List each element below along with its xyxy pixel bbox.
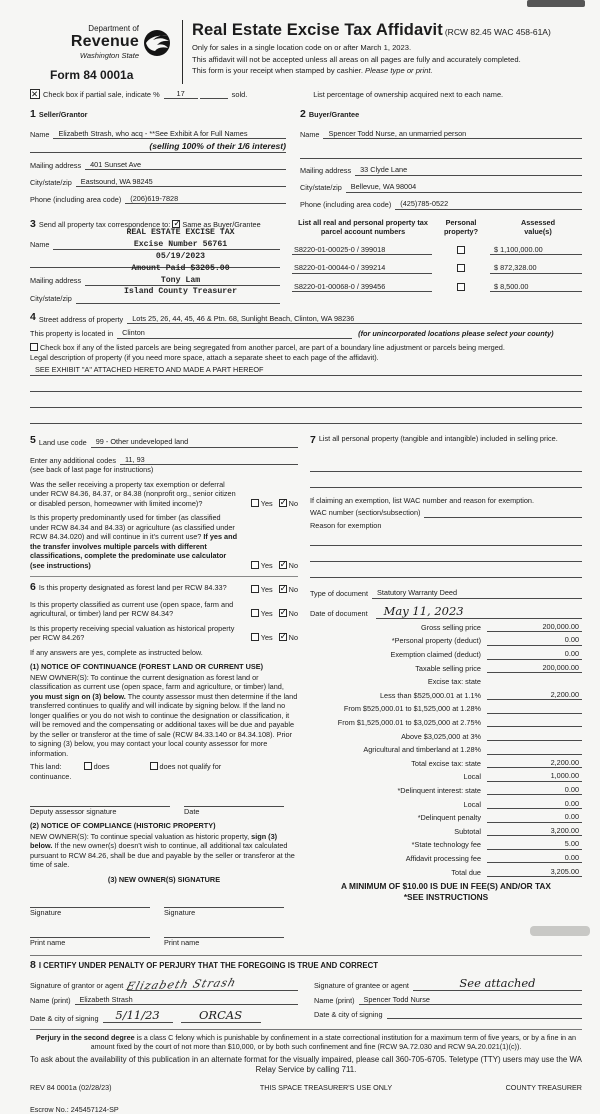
owner-signature-line[interactable] [30, 898, 150, 908]
blank-line[interactable] [200, 98, 228, 99]
escrow-number: Escrow No.: 245457124-SP [30, 1104, 119, 1114]
blank-line[interactable] [30, 376, 582, 392]
additional-codes-field[interactable]: 11, 93 [120, 455, 298, 465]
street-address-field[interactable]: Lots 25, 26, 44, 45, 46 & Ptn. 68, Sunlight Beach, Clinton, WA 98236 [127, 314, 582, 324]
tax-value[interactable] [487, 726, 582, 727]
same-as-buyer-label: Same as Buyer/Grantee [182, 219, 261, 229]
form-number: Form 84 0001a [50, 68, 134, 83]
parcel-table [292, 218, 582, 304]
scan-artifact [527, 0, 585, 7]
personal-property-checkbox[interactable] [457, 264, 465, 272]
grantor-signature-line[interactable]: Elizabeth Strash [127, 978, 298, 991]
located-in-field[interactable]: Clinton [117, 328, 352, 338]
washington-state-text: Washington State [79, 51, 139, 61]
owner-signature-line[interactable] [164, 898, 284, 908]
document-date-field[interactable]: May 11, 2023 [376, 606, 582, 619]
deputy-signature-label: Deputy assessor signature [30, 807, 117, 816]
tax-value[interactable]: 3,205.00 [487, 867, 582, 877]
instructions-note: If any answers are yes, complete as instructed below. [30, 647, 203, 657]
yes-checkbox[interactable] [251, 499, 259, 507]
exemption-question: Was the seller receiving a property tax exemption or deferral under RCW 84.36, 84.37, or 84.38 (nonprofit org., senior citizen or disabled person, homeowner with limited income)? [30, 479, 236, 508]
yes-checkbox[interactable] [251, 585, 259, 593]
compliance-body: NEW OWNER(S): To continue special valuation as historic property, sign (3) below. If the new owner(s) doesn't wish to continue, all additional tax calculated pursuant to RCW 84.26, shall be due and payable by the seller or transferor at the time of sale. [30, 831, 295, 870]
section-personal-property: 7 List all personal property (tangible and intangible) included in selling price. If claiming an exemption, list WAC number and reason for exemption. WAC number (section/subsection) Reason for exemption [310, 434, 582, 578]
continuance-title: (1) NOTICE OF CONTINUANCE (FOREST LAND OR CURRENT USE) [30, 662, 264, 672]
header-note-2: This affidavit will not be accepted unless all areas on all pages are fully and accurately completed. [192, 54, 521, 64]
ownership-note: List percentage of ownership acquired next to each name. [313, 89, 504, 99]
tax-value[interactable] [487, 713, 582, 714]
partial-sale-percent-field[interactable]: 17 [164, 89, 198, 100]
tax-value[interactable]: 2,200.00 [487, 758, 582, 768]
assessed-value[interactable]: $ 8,500.00 [490, 282, 582, 292]
blank-line[interactable] [300, 151, 582, 159]
rcw-reference: (RCW 82.45 WAC 458-61A) [444, 27, 551, 37]
owner-print-line[interactable] [164, 928, 284, 938]
revenue-wordmark: Revenue [70, 33, 139, 51]
alternate-format-note: To ask about the availability of this publication in an alternate format for the visually impaired, please call 360-705-6705. Teletype (TTY) users may use the WA Relay Service by calling 711. [30, 1054, 582, 1074]
buyer-heading: Buyer/Grantee [308, 110, 360, 120]
seller-phone-field[interactable]: (206)619-7828 [125, 194, 286, 204]
tax-value[interactable]: 0.00 [487, 785, 582, 795]
seller-city-field[interactable]: Eastsound, WA 98245 [76, 177, 286, 187]
tax-value[interactable]: 2,200.00 [487, 690, 582, 700]
blank-line[interactable] [30, 392, 582, 408]
tax-value[interactable] [487, 754, 582, 755]
blank-line[interactable] [310, 562, 582, 578]
minimum-due-note: A MINIMUM OF $10.00 IS DUE IN FEE(S) AND/OR TAX [341, 881, 551, 892]
new-owner-signature-title: (3) NEW OWNER(S) SIGNATURE [107, 874, 221, 884]
segregated-label: Check box if any of the listed parcels are being segregated from another parcel, are part of a boundary line adjustment or parcels being merged. [40, 342, 505, 352]
treasurer-use-label: THIS SPACE TREASURER'S USE ONLY [259, 1083, 393, 1093]
tax-value[interactable]: 1,000.00 [487, 771, 582, 781]
see-instructions-note: *SEE INSTRUCTIONS [403, 891, 489, 902]
continuance-body: NEW OWNER(S): To continue the current designation as forest land or classification as current use (open space, farm and agriculture, or timber) land, you must sign on (3) below. The county assessor must then determine if the land transferred continues to qualify and will indicate by signing below. If the land no longer qualifies or you do not wish to continue the designation or classification, it will be removed and the compensating or additional taxes will be due and payable by the seller or transferor at the time of sale (RCW 84.33.140 or 84.34.108). Prior to signing (3) below, you may contact your local county assessor for more information. [30, 672, 298, 758]
partial-sale-row [30, 89, 582, 100]
date-line[interactable] [184, 797, 284, 807]
tax-value[interactable]: 200,000.00 [487, 622, 582, 632]
partial-sale-checkbox[interactable] [30, 89, 40, 99]
section-land-use: 5 Land use code 99 - Other undeveloped land Enter any additional codes 11, 93 (see back of last page for instructions) Was the seller receiving a property tax exemption or deferral under RCW 84.36, 84.37, or 84.38 (nonprofit org., senior citizen or disabled person, homeowner with limited income)? Yes ✓ No Is this property predominantly used for timber (as classified under RCW 84.34 and 84.33) or agriculture (as classified under RCW 84.34.020) and will continue in it's current use? If yes and the transfer involves multiple parcels with different classifications, complete the predominate use calculator (see instructions) Yes ✓ No [30, 434, 298, 570]
wac-number-field[interactable] [424, 517, 582, 518]
grantee-signature-line[interactable]: See attached [413, 978, 582, 991]
blank-line[interactable] [310, 456, 582, 472]
historical-question: Is this property receiving special valuation as historical property per RCW 84.26? [30, 623, 235, 643]
compliance-title: (2) NOTICE OF COMPLIANCE (HISTORIC PROPERTY) [30, 821, 216, 831]
certify-statement: I CERTIFY UNDER PENALTY OF PERJURY THAT THE FOREGOING IS TRUE AND CORRECT [38, 961, 379, 971]
section-buyer: 2 Buyer/Grantee Name Spencer Todd Nurse, an unmarried person Mailing address 33 Clyde Lane City/state/zip Bellevue, WA 98004 Phone (including area code) (425)785-0522 [300, 108, 582, 210]
county-note: (for unincorporated locations please select your county) [358, 329, 554, 339]
sold-label: sold. [231, 89, 248, 99]
correspondence-city-field[interactable] [76, 303, 280, 304]
tax-value[interactable]: 3,200.00 [487, 826, 582, 836]
parcel-number[interactable]: S8220-01-00068-0 / 399456 [292, 282, 432, 292]
blank-line[interactable] [310, 472, 582, 488]
tax-value[interactable]: 0.00 [487, 649, 582, 659]
parcel-number[interactable]: S8220-01-00044-0 / 399214 [292, 263, 432, 273]
tax-value[interactable] [487, 740, 582, 741]
table-row [292, 237, 582, 256]
perjury-notice: Perjury in the second degree is a class C felony which is punishable by confinement in a state correctional institution for a maximum term of five years, or by a fine in an amount fixed by the court of not more than $10,000, or by both such confinement and fine (RCW 9A.72.030 and RCW 9A.20.021(1)(c)). [35, 1032, 577, 1052]
wac-intro: If claiming an exemption, list WAC number and reason for exemption. [310, 495, 535, 505]
no-checkbox[interactable] [279, 633, 287, 641]
grantor-city-field[interactable]: ORCAS [181, 1010, 261, 1023]
assessed-col-header: Assessed value(s) [520, 217, 556, 237]
revenue-swirl-logo-icon [142, 28, 172, 58]
deputy-signature-line[interactable] [30, 797, 170, 807]
no-checkbox[interactable] [279, 585, 287, 593]
page-title: Real Estate Excise Tax Affidavit [192, 21, 443, 39]
header-note-1: Only for sales in a single location code on or after March 1, 2023. [192, 43, 412, 53]
seller-interest-note: (selling 100% of their 1/6 interest) [30, 141, 286, 153]
does-checkbox[interactable] [84, 762, 92, 770]
legal-description-label: Legal description of property (if you need more space, attach a separate sheet to each page of the affidavit). [30, 353, 379, 363]
timber-question: Is this property predominantly used for timber (as classified under RCW 84.34 and 84.33) or agriculture (as classified under RCW 84.34.020) and will continue in it's current use? If yes and the transfer involves multiple parcels with different classifications, complete the predominate use calculator (see instructions) [30, 513, 238, 570]
seller-name-field[interactable]: Elizabeth Strash, who acq - **See Exhibit A for Full Names [53, 129, 286, 139]
blank-line[interactable] [310, 546, 582, 562]
tax-value[interactable]: 0.00 [487, 635, 582, 645]
codes-note: (see back of last page for instructions) [30, 465, 154, 475]
buyer-phone-field[interactable]: (425)785-0522 [395, 199, 582, 209]
personal-property-heading: List all personal property (tangible and intangible) included in selling price. [318, 434, 558, 444]
assessed-value[interactable]: $ 872,328.00 [490, 263, 582, 273]
document-type-field[interactable]: Statutory Warranty Deed [372, 588, 582, 598]
county-treasurer-label: COUNTY TREASURER [505, 1083, 582, 1093]
no-checkbox[interactable] [279, 609, 287, 617]
grantee-date-field[interactable] [387, 1018, 582, 1019]
treasurer-stamp: REAL ESTATE EXCISE TAX Excise Number 56761 05/19/2023 Amount Paid $3205.00 Tony Lam Island County Treasurer [123, 227, 237, 297]
yes-checkbox[interactable] [251, 561, 259, 569]
section-property-address: 4 Street address of property Lots 25, 26, 44, 45, 46 & Ptn. 68, Sunlight Beach, Clinton, WA 98236 This property is located in Clinton (for unincorporated locations please select your county) Check box if any of the listed parcels are being segregated from another parcel, are part of a boundary line adjustment or parcels being merged. Legal description of property (if you need more space, attach a separate sheet to each page of the affidavit). SEE EXHIBIT "A" ATTACHED HERETO AND MADE A PART HEREOF [30, 311, 582, 425]
grantor-date-field[interactable]: 5/11/23 [103, 1010, 173, 1023]
affidavit-form [30, 20, 582, 1114]
land-use-code-field[interactable]: 99 - Other undeveloped land [91, 437, 298, 447]
tax-value[interactable]: 0.00 [487, 853, 582, 863]
yes-checkbox[interactable] [251, 609, 259, 617]
parcel-number[interactable]: S8220-01-00025-0 / 399018 [292, 245, 432, 255]
legal-description-field[interactable]: SEE EXHIBIT "A" ATTACHED HERETO AND MADE A PART HEREOF [30, 365, 582, 376]
seller-mailing-field[interactable]: 401 Sunset Ave [85, 160, 286, 170]
date-label: Date [184, 807, 200, 816]
personal-property-checkbox[interactable] [457, 246, 465, 254]
form-footer [30, 1029, 582, 1114]
current-use-question: Is this property classified as current use (open space, farm and agricultural, or timber) land per RCW 84.34? [30, 599, 234, 619]
tax-value[interactable]: 0.00 [487, 799, 582, 809]
owner-print-line[interactable] [30, 928, 150, 938]
tax-computation: Type of document Statutory Warranty Deed Date of document May 11, 2023 Gross selling price 200,000.00 *Personal property (deduct) 0.00 Exemption claimed (deduct) 0.00 Taxable selling price 200,000.00 Excise tax: state Less than $525,000.01 at 1.1% 2,200.00 From $525,000.01 to $1,525,000 at 1.28% From $1,525,000.01 to $3,025,000 at 2.75% Above $3,025,000 at 3% Agricultural and timberland at 1.28% Total excise tax: state 2,200.00 Local 1,000.00 *Delinquent interest: state 0.00 Local 0.00 *Delinquent penalty 0.00 Subtotal 3,200.00 *State technology fee 5.00 Affidavit processing fee 0.00 Total due 3,205.00 A MINIMUM OF $10.00 IS DUE IN FEE(S) AND/OR TAX *SEE INSTRUCTIONS [310, 588, 582, 902]
dor-logo-block [30, 20, 182, 84]
tax-value[interactable]: 200,000.00 [487, 663, 582, 673]
seller-heading: Seller/Grantor [38, 110, 88, 120]
tax-value[interactable]: 5.00 [487, 839, 582, 849]
table-row [292, 274, 582, 293]
grantee-print-name-field[interactable]: Spencer Todd Nurse [359, 995, 582, 1005]
tax-value[interactable]: 0.00 [487, 812, 582, 822]
dept-of-text: Department of [88, 24, 139, 33]
no-checkbox[interactable] [279, 499, 287, 507]
no-checkbox[interactable] [279, 561, 287, 569]
buyer-name-field[interactable]: Spencer Todd Nurse, an unmarried person [323, 129, 582, 139]
section-certification: 8 I CERTIFY UNDER PENALTY OF PERJURY THAT THE FOREGOING IS TRUE AND CORRECT Signature of grantor or agent Elizabeth Strash Name (print) Elizabeth Strash Date & city of signing 5/11/23 ORCAS Signature of grantee or agent See attached Name (print) Spencer Todd Nurse Date & city of signing [30, 955, 582, 1023]
blank-line[interactable] [30, 408, 582, 424]
section-seller: 1 Seller/Grantor Name Elizabeth Strash, who acq - **See Exhibit A for Full Names (selling 100% of their 1/6 interest) Mailing address 401 Sunset Ave City/state/zip Eastsound, WA 98245 Phone (including area code) (206)619-7828 [30, 108, 286, 204]
forest-land-question: Is this property designated as forest land per RCW 84.33? [38, 583, 227, 593]
personal-col-header: Personal property? [443, 217, 479, 237]
segregated-checkbox[interactable] [30, 343, 38, 351]
yes-checkbox[interactable] [251, 633, 259, 641]
revision-code: REV 84 0001a (02/28/23) [30, 1083, 112, 1093]
reason-label: Reason for exemption [310, 520, 382, 530]
section-correspondence: 3 Send all property tax correspondence to: ✓ Same as Buyer/Grantee REAL ESTATE EXCISE TAX Excise Number 56761 05/19/2023 Amount Paid $3205.00 Tony Lam Island County Treasurer Name Mailing address City/state/zip [30, 218, 292, 304]
parcel-col-header: List all real and personal property tax parcel account numbers [298, 217, 428, 237]
header-note-3: This form is your receipt when stamped by cashier. Please type or print. [192, 66, 433, 76]
assessed-value[interactable]: $ 1,100,000.00 [490, 245, 582, 255]
blank-line[interactable] [310, 530, 582, 546]
section-classification: 6 Is this property designated as forest land per RCW 84.33? Yes ✓ No Is this property classified as current use (open space, farm and agricultural, or timber) land per RCW 84.34? Yes ✓ No Is this property receiving special valuation as historical property per RCW 84.26? Yes ✓ No If any answers are yes, complete as instructed below. (1) NOTICE OF CONTINUANCE (FOREST LAND OR CURRENT USE) NEW OWNER(S): To continue the current designation as forest land or classification as current use (open space, farm and agriculture, or timber) land, you must sign on (3) below. The county assessor must then determine if the land transferred continues to qualify and will indicate by signing below. If the land no longer qualifies or you do not wish to continue the designation or classification, it will be removed and the compensating or additional taxes will be due and payable by the seller or transferor at the time of sale (RCW 84.33.140 or 84.34.108). Prior to signing (3) below, you may contact your local county assessor for more information. This land: does does not qualify for continuance. Deputy assessor signature Date (2) NOTICE OF COMPLIANCE (HISTORIC PROPERTY) NEW OWNER(S): To continue special valuation as historic property, sign (3) below. If the new owner(s) doesn't wish to continue, all additional tax calculated pursuant to RCW 84.26, shall be due and payable by the seller or transferor at the time of sale. (3) NEW OWNER(S) SIGNATURE Signature Signature Print name Print name [30, 576, 298, 947]
form-header [30, 20, 582, 84]
personal-property-checkbox[interactable] [457, 283, 465, 291]
partial-sale-label: Check box if partial sale, indicate % [43, 89, 160, 99]
does-not-checkbox[interactable] [150, 762, 158, 770]
table-row [292, 255, 582, 274]
buyer-city-field[interactable]: Bellevue, WA 98004 [346, 182, 582, 192]
grantor-print-name-field[interactable]: Elizabeth Strash [75, 995, 298, 1005]
buyer-mailing-field[interactable]: 33 Clyde Lane [355, 165, 582, 175]
